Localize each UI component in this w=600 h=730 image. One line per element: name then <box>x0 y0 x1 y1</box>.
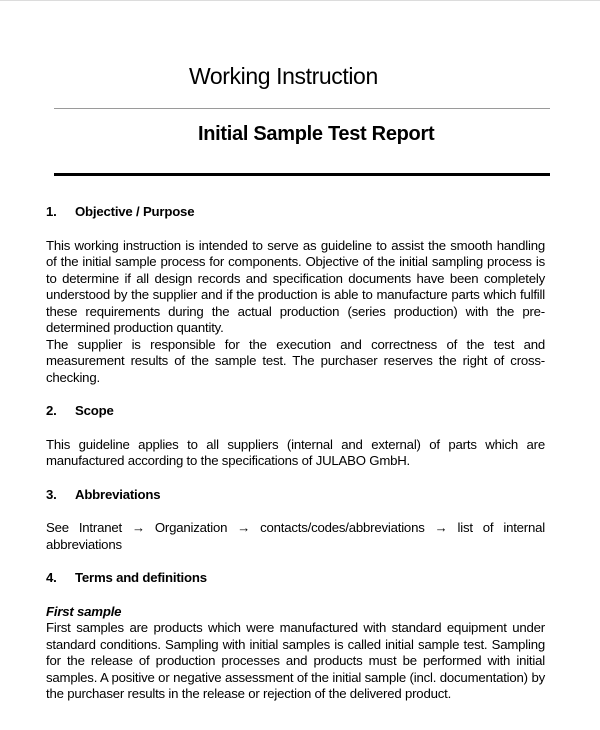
section-text-scope <box>46 437 545 470</box>
section-title: Terms and definitions <box>75 570 207 585</box>
working-instruction-title: Working Instruction <box>189 63 378 89</box>
section-heading-terms <box>46 570 545 587</box>
paragraph: First samples are products which were manufactured with standard equipment under standard conditions. Sampling with initial samples is called initial sample test. Sampling for the release of production processes and products must be performed with initial samples. A positive or negative assessment of the initial sample (incl. documentation) by the purchaser results in the release or rejection of the delivered product. <box>46 620 545 701</box>
header-divider-thin <box>54 108 550 109</box>
paragraph: This working instruction is intended to serve as guideline to assist the smooth handling of the initial sample process for components. Objective of the initial sampling process is to determine if all design records and specification documents have been completely understood by the supplier and if the production is able to manufacture parts which fulfill these requirements during the actual production (series production) with the pre-determined production quantity. <box>46 237 545 335</box>
paragraph: See Intranet → Organization → contacts/codes/abbreviations → list of internal abbreviations <box>46 520 545 552</box>
paragraph: The supplier is responsible for the execution and correctness of the test and measurement results of the sample test. The purchaser reserves the right of cross-checking. <box>46 336 545 385</box>
section-title: Scope <box>75 403 114 418</box>
header-divider-thick <box>54 173 550 176</box>
section-number: 1. <box>46 204 57 219</box>
section-number: 4. <box>46 570 57 585</box>
section-text-abbreviations <box>46 520 545 553</box>
section-heading-abbreviations <box>46 487 545 504</box>
section-number: 3. <box>46 486 57 502</box>
section-number: 2. <box>46 403 57 418</box>
section-text-terms <box>46 604 545 703</box>
section-text-objective <box>46 238 545 387</box>
term-first-sample: First sample <box>46 603 122 619</box>
section-title: Abbreviations <box>75 486 161 502</box>
paragraph: This guideline applies to all suppliers (internal and external) of parts which are manufactured according to the specifications of JULABO GmbH. <box>46 436 545 468</box>
document-body <box>46 204 545 720</box>
report-title: Initial Sample Test Report <box>198 123 435 145</box>
section-title: Objective / Purpose <box>75 204 195 219</box>
section-heading-scope <box>46 403 545 420</box>
section-heading-objective <box>46 204 545 221</box>
